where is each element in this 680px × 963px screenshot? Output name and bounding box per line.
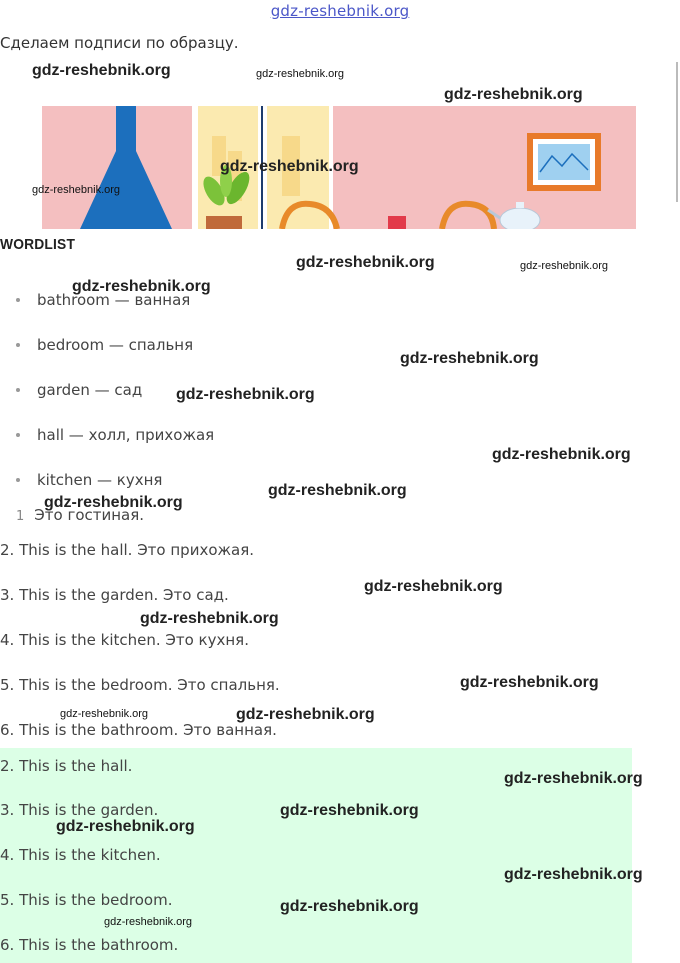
- watermark: gdz-reshebnik.org: [256, 68, 345, 80]
- bullet-icon: [16, 478, 20, 482]
- watermark: gdz-reshebnik.org: [444, 86, 583, 103]
- bullet-icon: [16, 298, 20, 302]
- bullet-icon: [16, 343, 20, 347]
- answer-line: 6. This is the bathroom.: [0, 936, 179, 954]
- watermark: gdz-reshebnik.org: [32, 62, 171, 79]
- bullet-icon: [16, 388, 20, 392]
- watermark: gdz-reshebnik.org: [104, 916, 193, 928]
- watermark: gdz-reshebnik.org: [176, 386, 315, 403]
- watermark: gdz-reshebnik.org: [220, 158, 359, 175]
- wordlist-item: bathroom — ванная: [16, 291, 190, 309]
- watermark: gdz-reshebnik.org: [364, 578, 503, 595]
- translation-line: 5. This is the bedroom. Это спальня.: [0, 676, 280, 694]
- watermark: gdz-reshebnik.org: [460, 674, 599, 691]
- watermark: gdz-reshebnik.org: [504, 866, 643, 883]
- site-logo-link[interactable]: gdz-reshebnik.org: [270, 2, 410, 20]
- watermark: gdz-reshebnik.org: [504, 770, 643, 787]
- answer-line: 4. This is the kitchen.: [0, 846, 161, 864]
- example-sentence: 1 Это гостиная.: [16, 506, 145, 524]
- answer-line: 3. This is the garden.: [0, 801, 159, 819]
- watermark: gdz-reshebnik.org: [56, 818, 195, 835]
- bullet-icon: [16, 433, 20, 437]
- plant-pot: [206, 216, 242, 229]
- wordlist-item: hall — холл, прихожая: [16, 426, 214, 444]
- watermark: gdz-reshebnik.org: [400, 350, 539, 367]
- watermark: gdz-reshebnik.org: [72, 278, 211, 295]
- watermark: gdz-reshebnik.org: [296, 254, 435, 271]
- wordlist-item: garden — сад: [16, 381, 142, 399]
- watermark: gdz-reshebnik.org: [44, 494, 183, 511]
- answer-line: 5. This is the bedroom.: [0, 891, 173, 909]
- scrollbar[interactable]: [676, 62, 678, 202]
- translation-line: 2. This is the hall. Это прихожая.: [0, 541, 254, 559]
- task-instruction: Сделаем подписи по образцу.: [0, 34, 239, 52]
- wordlist-item: bedroom — спальня: [16, 336, 193, 354]
- translation-line: 6. This is the bathroom. Это ванная.: [0, 721, 277, 739]
- watermark: gdz-reshebnik.org: [280, 898, 419, 915]
- translation-line: 3. This is the garden. Это сад.: [0, 586, 229, 604]
- watermark: gdz-reshebnik.org: [492, 446, 631, 463]
- translation-line: 4. This is the kitchen. Это кухня.: [0, 631, 249, 649]
- watermark: gdz-reshebnik.org: [60, 708, 149, 720]
- wordlist-item: kitchen — кухня: [16, 471, 162, 489]
- wordlist-title: WORDLIST: [0, 236, 76, 253]
- watermark: gdz-reshebnik.org: [520, 260, 609, 272]
- watermark: gdz-reshebnik.org: [140, 610, 279, 627]
- watermark: gdz-reshebnik.org: [236, 706, 375, 723]
- answer-line: 2. This is the hall.: [0, 757, 133, 775]
- watermark: gdz-reshebnik.org: [32, 184, 121, 196]
- watermark: gdz-reshebnik.org: [280, 802, 419, 819]
- watermark: gdz-reshebnik.org: [268, 482, 407, 499]
